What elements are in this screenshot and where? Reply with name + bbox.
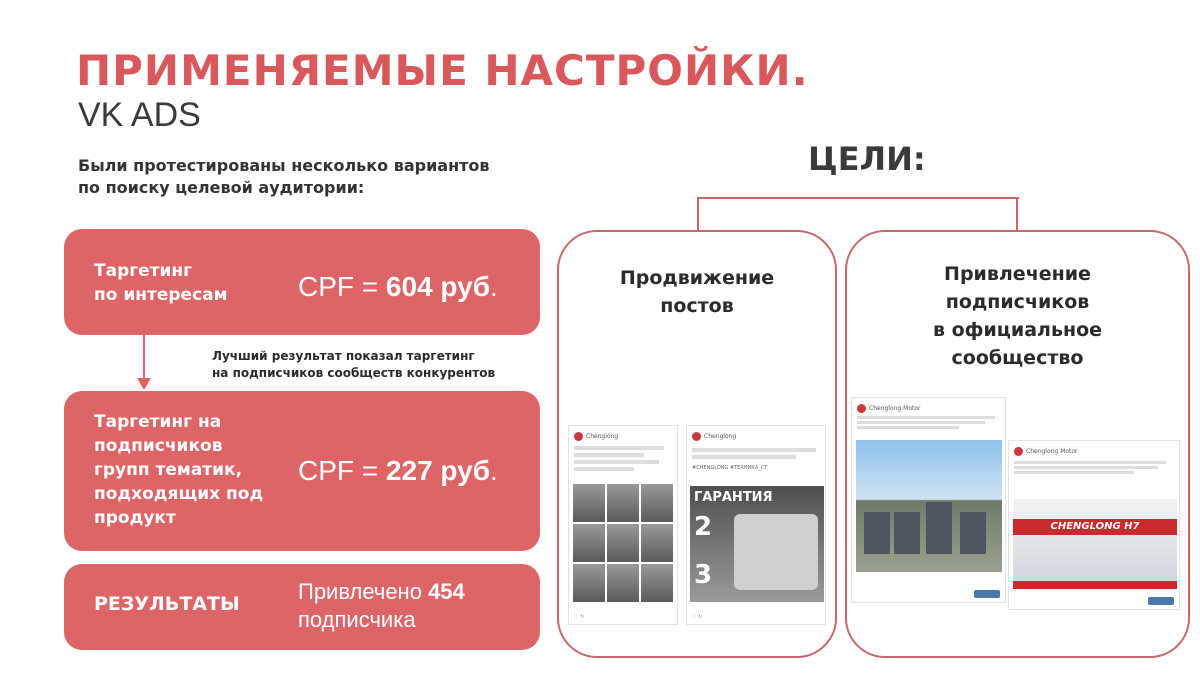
- post-text-lines: [1014, 461, 1174, 474]
- note-line: на подписчиков сообществ конкурентов: [212, 366, 496, 380]
- post-author: Chenglong: [704, 433, 737, 440]
- best-result-note: [212, 348, 495, 382]
- subscribe-button[interactable]: [974, 590, 1000, 598]
- post-footer: ♡ ↻: [692, 614, 703, 620]
- variant-label: [94, 259, 228, 307]
- brand-logo-icon: [574, 432, 583, 441]
- arrow-connector: [143, 335, 145, 381]
- intro-line: по поиску целевой аудитории:: [78, 178, 365, 197]
- results-box: [64, 564, 540, 650]
- post-hashtags: #CHENGLONG #ТЕХНИКА_СТ: [692, 465, 768, 471]
- intro-line: Были протестированы несколько вариантов: [78, 156, 490, 175]
- variant-box-interests: [64, 229, 540, 335]
- variant-label-line: Таргетинг на: [94, 412, 222, 432]
- results-count: 454: [428, 579, 465, 604]
- goals-title: ЦЕЛИ:: [808, 140, 926, 178]
- results-suffix: подписчика: [298, 607, 416, 632]
- goal-label-line: Привлечение: [944, 263, 1091, 285]
- variant-label-line: подписчиков: [94, 436, 223, 456]
- guarantee-number: 3: [694, 560, 713, 590]
- results-text: [298, 578, 465, 634]
- post-photo-trucks: [856, 440, 1002, 572]
- results-prefix: Привлечено: [298, 579, 429, 604]
- truck-image: [734, 514, 818, 590]
- guarantee-number: 2: [694, 512, 713, 542]
- post-text-lines: [857, 416, 1002, 429]
- variant-label-line: Таргетинг: [94, 261, 193, 281]
- goal-label-line: сообщество: [951, 347, 1084, 369]
- results-label: РЕЗУЛЬТАТЫ: [94, 593, 240, 615]
- goal-label-line: постов: [660, 295, 734, 317]
- post-header: [692, 432, 736, 441]
- goal-label-line: в официальное: [932, 319, 1103, 341]
- variant-label-line: подходящих под: [94, 484, 264, 504]
- page-subtitle: VK ADS: [78, 96, 201, 134]
- goal-label: [847, 260, 1188, 372]
- post-text-lines: [574, 446, 674, 471]
- post-preview: [851, 397, 1006, 603]
- goal-label-line: Продвижение: [619, 267, 775, 289]
- post-header: [574, 432, 618, 441]
- variant-label: [94, 410, 263, 530]
- brand-logo-icon: [857, 404, 866, 413]
- cpf-amount: 604 руб: [385, 271, 491, 302]
- goal-label: [559, 264, 835, 320]
- cpf-suffix: .: [490, 271, 498, 302]
- goal-label-line: подписчиков: [945, 291, 1090, 313]
- post-author: Chenglong: [586, 433, 619, 440]
- goals-connector: [697, 197, 1019, 199]
- goals-connector: [697, 197, 699, 233]
- arrow-down-icon: [137, 378, 151, 390]
- cpf-prefix: CPF =: [298, 271, 386, 302]
- subscribe-button[interactable]: [1148, 597, 1174, 605]
- post-text-lines: [692, 448, 822, 472]
- post-author: Chenglong Motor: [1026, 448, 1078, 455]
- post-header: [857, 404, 921, 413]
- banner-title: CHENGLONG H7: [1013, 519, 1177, 535]
- note-line: Лучший результат показал таргетинг: [212, 349, 475, 363]
- post-header: [1014, 447, 1078, 456]
- variant-label-line: групп тематик,: [94, 460, 243, 480]
- cpf-prefix: CPF =: [298, 455, 386, 486]
- cpf-suffix: .: [490, 455, 498, 486]
- intro-text: [78, 155, 548, 199]
- cpf-value: [298, 271, 498, 303]
- post-footer: ♡ ↻: [574, 614, 585, 620]
- post-image-grid: [573, 484, 673, 602]
- post-banner: [1013, 499, 1177, 589]
- post-preview: [1008, 440, 1180, 610]
- goals-connector: [1016, 197, 1018, 233]
- variant-label-line: по интересам: [94, 285, 228, 305]
- page-title: ПРИМЕНЯЕМЫЕ НАСТРОЙКИ.: [76, 46, 809, 95]
- brand-logo-icon: [1014, 447, 1023, 456]
- guarantee-headline: ГАРАНТИЯ: [694, 490, 773, 505]
- post-author: Chenglong Motor: [869, 405, 921, 412]
- variant-label-line: продукт: [94, 508, 176, 528]
- cpf-amount: 227 руб: [385, 455, 491, 486]
- post-guarantee-image: [690, 486, 824, 602]
- variant-box-competitors: [64, 391, 540, 551]
- post-preview: [686, 425, 826, 625]
- post-preview: [568, 425, 678, 625]
- cpf-value: [298, 455, 498, 487]
- brand-logo-icon: [692, 432, 701, 441]
